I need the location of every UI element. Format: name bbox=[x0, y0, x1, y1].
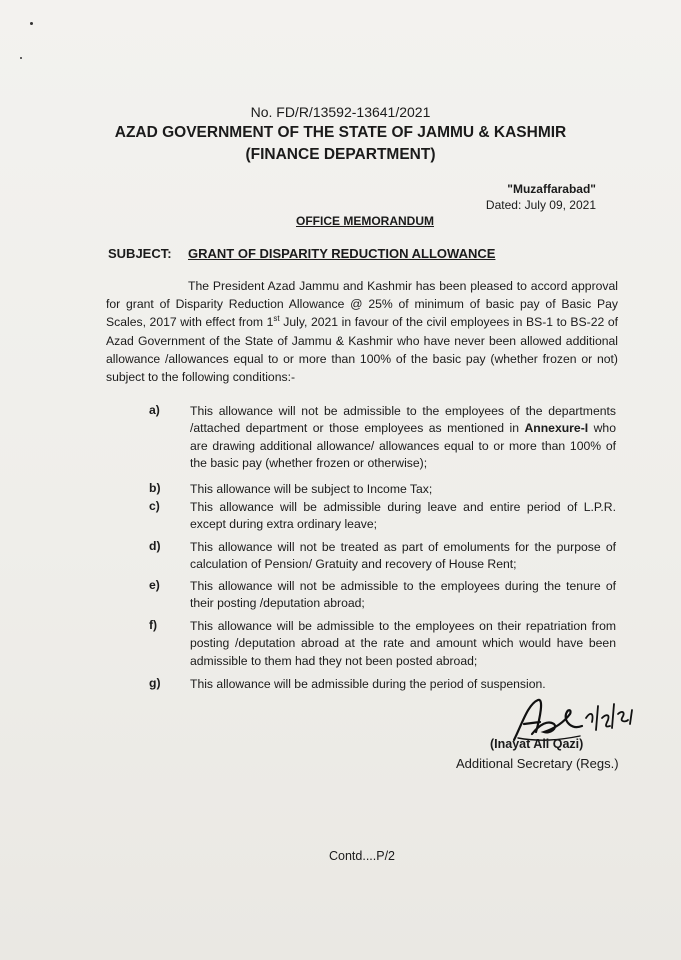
punch-mark bbox=[30, 22, 33, 25]
punch-mark bbox=[20, 57, 22, 59]
condition-text: This allowance will not be admissible to the employees of the departments /attached department or those employees as mentioned in Annexure-I who are drawing additional allowance/ allowances equal to or more than 100% of the basic pay (whether frozen or otherwise); bbox=[190, 404, 616, 471]
body-text-part1: The President Azad Jammu and Kashmir has been pleased to accord approval for grant of Disparity Reduction Allowance @ 25% of minimum of basic pay of Basic Pay Scales, 2017 with effect from 1 bbox=[106, 279, 618, 330]
condition-text: This allowance will be admissible to the employees on their repatriation from posting /deputation abroad at the rate and amount which would have been admissible to them had they not been posted abroad; bbox=[190, 619, 616, 668]
body-text-part2: July, 2021 in favour of the civil employees in BS-1 to BS-22 of Azad Government of the State of Jammu & Kashmir who have never been allowed additional allowance /allowances equal to or more than 100% of the basic pay (whether frozen or not) subject to the following conditions:- bbox=[106, 315, 618, 385]
subject-label: SUBJECT: bbox=[108, 246, 172, 261]
signatory-designation: Additional Secretary (Regs.) bbox=[456, 756, 619, 771]
condition-letter: e) bbox=[149, 578, 160, 592]
condition-text: This allowance will be subject to Income Tax; bbox=[190, 482, 433, 496]
subject-title: GRANT OF DISPARITY REDUCTION ALLOWANCE bbox=[188, 246, 496, 261]
government-name: AZAD GOVERNMENT OF THE STATE OF JAMMU & KASHMIR bbox=[114, 124, 567, 141]
department-name: (FINANCE DEPARTMENT) bbox=[245, 146, 436, 163]
continuation-note: Contd....P/2 bbox=[329, 849, 396, 863]
condition-text: This allowance will not be admissible to the employees during the tenure of their posting /deputation abroad; bbox=[190, 579, 616, 611]
condition-text: This allowance will be admissible during leave and entire period of L.P.R. except during extra ordinary leave; bbox=[190, 500, 616, 532]
document-type-heading: OFFICE MEMORANDUM bbox=[296, 214, 434, 228]
place-of-issue: "Muzaffarabad" bbox=[507, 182, 596, 196]
ordinal-superscript: st bbox=[273, 314, 280, 324]
signatory-name: (Inayat Ali Qazi) bbox=[490, 737, 584, 751]
condition-text: This allowance will not be treated as part of emoluments for the purpose of calculation of Pension/ Gratuity and recovery of House Rent; bbox=[190, 540, 616, 572]
condition-letter: g) bbox=[149, 676, 161, 690]
body-paragraph bbox=[106, 277, 618, 386]
condition-letter: d) bbox=[149, 539, 161, 553]
condition-letter: a) bbox=[149, 403, 160, 417]
condition-letter: c) bbox=[149, 499, 160, 513]
reference-number: No. FD/R/13592-13641/2021 bbox=[250, 104, 431, 120]
condition-text: This allowance will be admissible during the period of suspension. bbox=[190, 677, 546, 691]
condition-letter: b) bbox=[149, 481, 161, 495]
issue-date: Dated: July 09, 2021 bbox=[485, 198, 596, 212]
annexure-reference: Annexure-I bbox=[524, 421, 589, 436]
condition-letter: f) bbox=[149, 618, 158, 632]
